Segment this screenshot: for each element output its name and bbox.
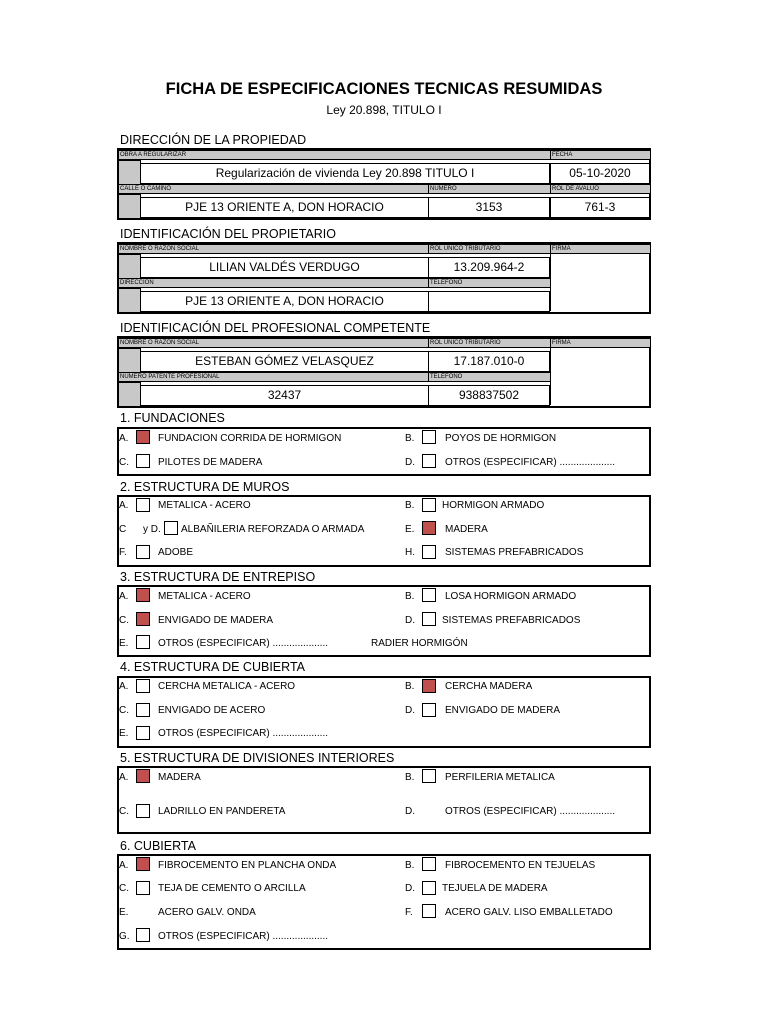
option-letter: F. bbox=[119, 547, 127, 558]
calle-label: CALLE O CAMINO bbox=[118, 184, 430, 194]
option-letter: B. bbox=[405, 591, 415, 602]
option-letter: A. bbox=[119, 681, 129, 692]
form-title: FICHA DE ESPECIFICACIONES TECNICAS RESUMIDAS bbox=[165, 80, 603, 98]
cubierta-est-d-checkbox[interactable] bbox=[422, 703, 436, 717]
property-heading: DIRECCIÓN DE LA PROPIEDAD bbox=[120, 133, 307, 147]
prof-nombre-label: NOMBRE O RAZÓN SOCIAL bbox=[118, 338, 430, 348]
prof-firma-field[interactable] bbox=[550, 348, 650, 405]
option-letter: D. bbox=[405, 457, 415, 468]
prof-patente-value[interactable]: 32437 bbox=[140, 385, 429, 406]
option-label: ALBAÑILERIA REFORZADA O ARMADA bbox=[181, 524, 365, 535]
option-label: ACERO GALV. ONDA bbox=[158, 907, 256, 918]
muros-heading: 2. ESTRUCTURA DE MUROS bbox=[120, 480, 290, 494]
option-label: OTROS (ESPECIFICAR) .................... bbox=[158, 728, 329, 739]
calle-value[interactable]: PJE 13 ORIENTE A, DON HORACIO bbox=[140, 197, 429, 218]
option-label: POYOS DE HORMIGON bbox=[445, 433, 557, 444]
option-letter: A. bbox=[119, 500, 129, 511]
option-letter: A. bbox=[119, 860, 129, 871]
owner-direccion-value[interactable]: PJE 13 ORIENTE A, DON HORACIO bbox=[140, 291, 429, 312]
option-letter: A. bbox=[119, 591, 129, 602]
row-marker bbox=[118, 288, 141, 313]
owner-direccion-label: DIRECCION bbox=[118, 278, 430, 288]
professional-heading: IDENTIFICACIÓN DEL PROFESIONAL COMPETENTE bbox=[120, 321, 431, 335]
option-label: CERCHA METALICA - ACERO bbox=[158, 681, 296, 692]
row-marker bbox=[118, 382, 141, 407]
obra-value[interactable]: Regularización de vivienda Ley 20.898 TITULO I bbox=[140, 163, 550, 184]
fundaciones-b-checkbox[interactable] bbox=[422, 430, 436, 444]
cubierta-b-checkbox[interactable] bbox=[422, 857, 436, 871]
option-label: TEJA DE CEMENTO O ARCILLA bbox=[158, 883, 306, 894]
option-letter: C. bbox=[119, 806, 129, 817]
rol-value[interactable]: 761-3 bbox=[550, 197, 650, 218]
option-letter: E. bbox=[119, 907, 129, 918]
cubierta-d-checkbox[interactable] bbox=[422, 881, 436, 895]
option-label: FIBROCEMENTO EN TEJUELAS bbox=[445, 860, 596, 871]
option-label: FIBROCEMENTO EN PLANCHA ONDA bbox=[158, 860, 337, 871]
entrepiso-c-checkbox[interactable] bbox=[136, 612, 150, 626]
option-letter: G. bbox=[119, 931, 130, 942]
option-label: OTROS (ESPECIFICAR) .................... bbox=[158, 638, 329, 649]
option-label: OTROS (ESPECIFICAR) .................... bbox=[158, 931, 329, 942]
option-label: ACERO GALV. LISO EMBALLETADO bbox=[445, 907, 613, 918]
cubierta-estructura-heading: 4. ESTRUCTURA DE CUBIERTA bbox=[120, 660, 305, 674]
entrepiso-d-checkbox[interactable] bbox=[422, 612, 436, 626]
muros-h-checkbox[interactable] bbox=[422, 545, 436, 559]
option-letter: C. bbox=[119, 705, 129, 716]
option-letter: D. bbox=[405, 806, 415, 817]
owner-nombre-value[interactable]: LILIAN VALDÉS VERDUGO bbox=[140, 257, 429, 278]
option-label: LOSA HORMIGON ARMADO bbox=[445, 591, 577, 602]
owner-telefono-value[interactable] bbox=[428, 291, 550, 312]
cubierta-est-c-checkbox[interactable] bbox=[136, 703, 150, 717]
option-label: HORMIGON ARMADO bbox=[442, 500, 545, 511]
row-marker bbox=[118, 254, 141, 279]
cubierta-est-e-checkbox[interactable] bbox=[136, 726, 150, 740]
cubierta-c-checkbox[interactable] bbox=[136, 881, 150, 895]
fecha-label: FECHA bbox=[550, 150, 651, 160]
option-label: OTROS (ESPECIFICAR) .................... bbox=[445, 457, 616, 468]
owner-firma-field[interactable] bbox=[550, 254, 650, 311]
prof-patente-label: NUMERO PATENTE PROFESIONAL bbox=[118, 372, 430, 382]
option-letter: B. bbox=[405, 860, 415, 871]
option-label: ADOBE bbox=[158, 547, 194, 558]
option-label: LADRILLO EN PANDERETA bbox=[158, 806, 286, 817]
fundaciones-d-checkbox[interactable] bbox=[422, 454, 436, 468]
option-label: ENVIGADO DE ACERO bbox=[158, 705, 266, 716]
option-letter: C bbox=[119, 524, 127, 535]
form-subtitle: Ley 20.898, TITULO I bbox=[326, 103, 442, 117]
option-letter: D. bbox=[405, 883, 415, 894]
entrepiso-e-checkbox[interactable] bbox=[136, 635, 150, 649]
row-marker bbox=[118, 348, 141, 373]
obra-label: OBRA A REGULARIZAR bbox=[118, 150, 552, 160]
option-label: METALICA - ACERO bbox=[158, 500, 251, 511]
owner-heading: IDENTIFICACIÓN DEL PROPIETARIO bbox=[120, 227, 336, 241]
option-label: SISTEMAS PREFABRICADOS bbox=[445, 547, 584, 558]
cubierta-g-checkbox[interactable] bbox=[136, 928, 150, 942]
rol-label: ROL DE AVALUO bbox=[550, 184, 651, 194]
owner-rut-label: ROL ÚNICO TRIBUTARIO bbox=[428, 244, 551, 254]
divisiones-c-checkbox[interactable] bbox=[136, 804, 150, 818]
divisiones-b-checkbox[interactable] bbox=[422, 769, 436, 783]
entrepiso-a-checkbox[interactable] bbox=[136, 588, 150, 602]
owner-nombre-label: NOMBRE O RAZÓN SOCIAL bbox=[118, 244, 430, 254]
option-letter: C. bbox=[119, 883, 129, 894]
owner-firma-label: FIRMA bbox=[550, 244, 651, 254]
owner-telefono-label: TELEFONO bbox=[428, 278, 551, 288]
option-letter: H. bbox=[405, 547, 415, 558]
option-letter: B. bbox=[405, 772, 415, 783]
option-letter: B. bbox=[405, 500, 415, 511]
divisiones-a-checkbox[interactable] bbox=[136, 769, 150, 783]
row-marker bbox=[118, 160, 141, 185]
fundaciones-a-checkbox[interactable] bbox=[136, 430, 150, 444]
option-label: FUNDACION CORRIDA DE HORMIGON bbox=[158, 433, 342, 444]
fecha-value[interactable]: 05-10-2020 bbox=[550, 163, 650, 184]
option-label: MADERA bbox=[445, 524, 488, 535]
prof-rut-label: ROL ÚNICO TRIBUTARIO bbox=[428, 338, 551, 348]
option-letter: A. bbox=[119, 433, 129, 444]
muros-e-checkbox[interactable] bbox=[422, 521, 436, 535]
prof-telefono-value[interactable]: 938837502 bbox=[428, 385, 550, 406]
cubierta-est-b-checkbox[interactable] bbox=[422, 679, 436, 693]
entrepiso-heading: 3. ESTRUCTURA DE ENTREPISO bbox=[120, 570, 316, 584]
numero-label: NUMERO bbox=[428, 184, 551, 194]
option-letter: E. bbox=[119, 638, 129, 649]
option-label: OTROS (ESPECIFICAR) .................... bbox=[445, 806, 616, 817]
otros-specified-value[interactable]: RADIER HORMIGÓN bbox=[371, 638, 468, 649]
row-marker bbox=[118, 194, 141, 219]
option-letter: B. bbox=[405, 681, 415, 692]
fundaciones-c-checkbox[interactable] bbox=[136, 454, 150, 468]
divisiones-heading: 5. ESTRUCTURA DE DIVISIONES INTERIORES bbox=[120, 751, 395, 765]
cubierta-est-a-checkbox[interactable] bbox=[136, 679, 150, 693]
prof-firma-label: FIRMA bbox=[550, 338, 651, 348]
muros-c-checkbox[interactable] bbox=[164, 521, 178, 535]
option-label: PILOTES DE MADERA bbox=[158, 457, 263, 468]
fundaciones-heading: 1. FUNDACIONES bbox=[120, 411, 225, 425]
option-letter: B. bbox=[405, 433, 415, 444]
option-letter: D. bbox=[405, 705, 415, 716]
prof-telefono-label: TELEFONO bbox=[428, 372, 551, 382]
option-label: ENVIGADO DE MADERA bbox=[158, 615, 274, 626]
entrepiso-b-checkbox[interactable] bbox=[422, 588, 436, 602]
option-letter: A. bbox=[119, 772, 129, 783]
option-label: PERFILERIA METALICA bbox=[445, 772, 555, 783]
option-label: SISTEMAS PREFABRICADOS bbox=[442, 615, 581, 626]
option-label: MADERA bbox=[158, 772, 201, 783]
cubierta-heading: 6. CUBIERTA bbox=[120, 839, 196, 853]
option-letter: y D. bbox=[143, 524, 161, 535]
muros-f-checkbox[interactable] bbox=[136, 545, 150, 559]
option-letter: C. bbox=[119, 615, 129, 626]
option-label: TEJUELA DE MADERA bbox=[442, 883, 548, 894]
cubierta-f-checkbox[interactable] bbox=[422, 904, 436, 918]
prof-rut-value[interactable]: 17.187.010-0 bbox=[428, 351, 550, 372]
prof-nombre-value[interactable]: ESTEBAN GÓMEZ VELASQUEZ bbox=[140, 351, 429, 372]
option-label: CERCHA MADERA bbox=[445, 681, 533, 692]
option-letter: D. bbox=[405, 615, 415, 626]
option-label: METALICA - ACERO bbox=[158, 591, 251, 602]
numero-value[interactable]: 3153 bbox=[428, 197, 550, 218]
owner-rut-value[interactable]: 13.209.964-2 bbox=[428, 257, 550, 278]
muros-a-checkbox[interactable] bbox=[136, 498, 150, 512]
cubierta-a-checkbox[interactable] bbox=[136, 857, 150, 871]
muros-b-checkbox[interactable] bbox=[422, 498, 436, 512]
option-letter: F. bbox=[405, 907, 413, 918]
option-letter: E. bbox=[405, 524, 415, 535]
option-letter: C. bbox=[119, 457, 129, 468]
option-label: ENVIGADO DE MADERA bbox=[445, 705, 561, 716]
option-letter: E. bbox=[119, 728, 129, 739]
